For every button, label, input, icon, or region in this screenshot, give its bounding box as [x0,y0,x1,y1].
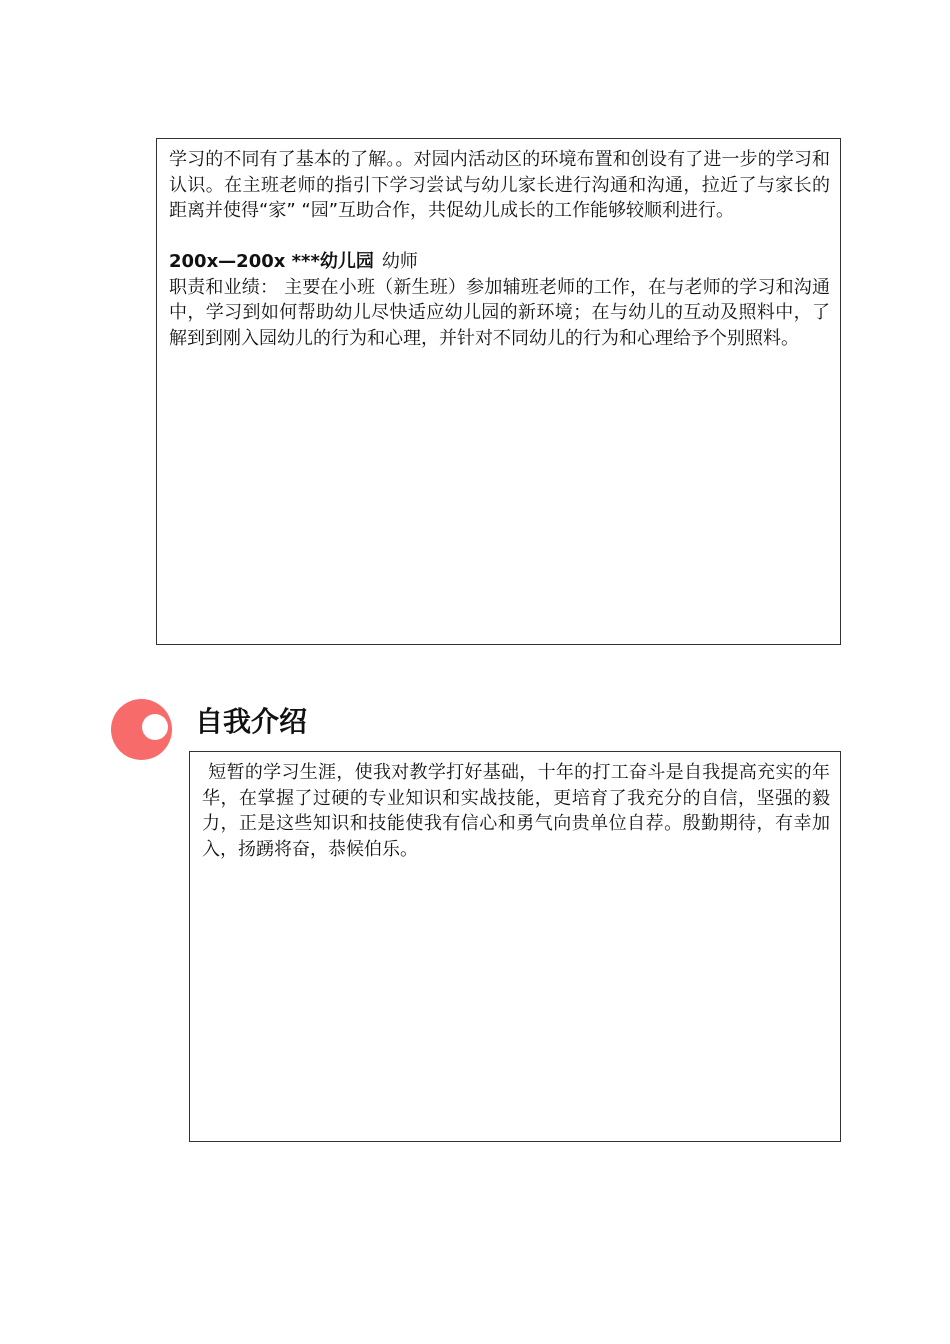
paragraph-spacer [169,224,830,250]
work-continued-paragraph: 学习的不同有了基本的了解。。对园内活动区的环境布置和创设有了进一步的学习和认识。在主班老师的指引下学习尝试与幼儿家长进行沟通和沟通，拉近了与家长的距离并使得“家” “园”互助合作，共促幼儿成长的工作能够较顺利进行。 [169,149,830,221]
self-intro-body: 短暂的学习生涯，使我对教学打好基础，十年的打工奋斗是自我提高充实的年华，在掌握了过硬的专业知识和实战技能，更培育了我充分的自信，坚强的毅力，正是这些知识和技能使我有信心和勇气向贵单位自荐。殷勤期待，有幸加入，扬踴将奋，恭候伯乐。 [202,762,830,860]
section-title-self-intro: 自我介绍 [195,705,308,738]
job-position: 幼师 [381,251,418,272]
self-intro-box [189,751,841,1142]
self-intro-text [202,760,830,862]
job-duties: 职责和业绩： 主要在小班（新生班）参加辅班老师的工作，在与老师的学习和沟通中，学习到如何帮助幼儿尽快适应幼儿园的新环境；在与幼儿的互动及照料中，了解到到刚入园幼儿的行为和心理，并针对不同幼儿的行为和心理给予个别照料。 [169,276,830,349]
job-period-org: 200x—200x ***幼儿园 [169,251,374,272]
job-heading [169,249,830,275]
work-experience-box [156,138,841,645]
circle-bullet-icon [111,699,172,760]
